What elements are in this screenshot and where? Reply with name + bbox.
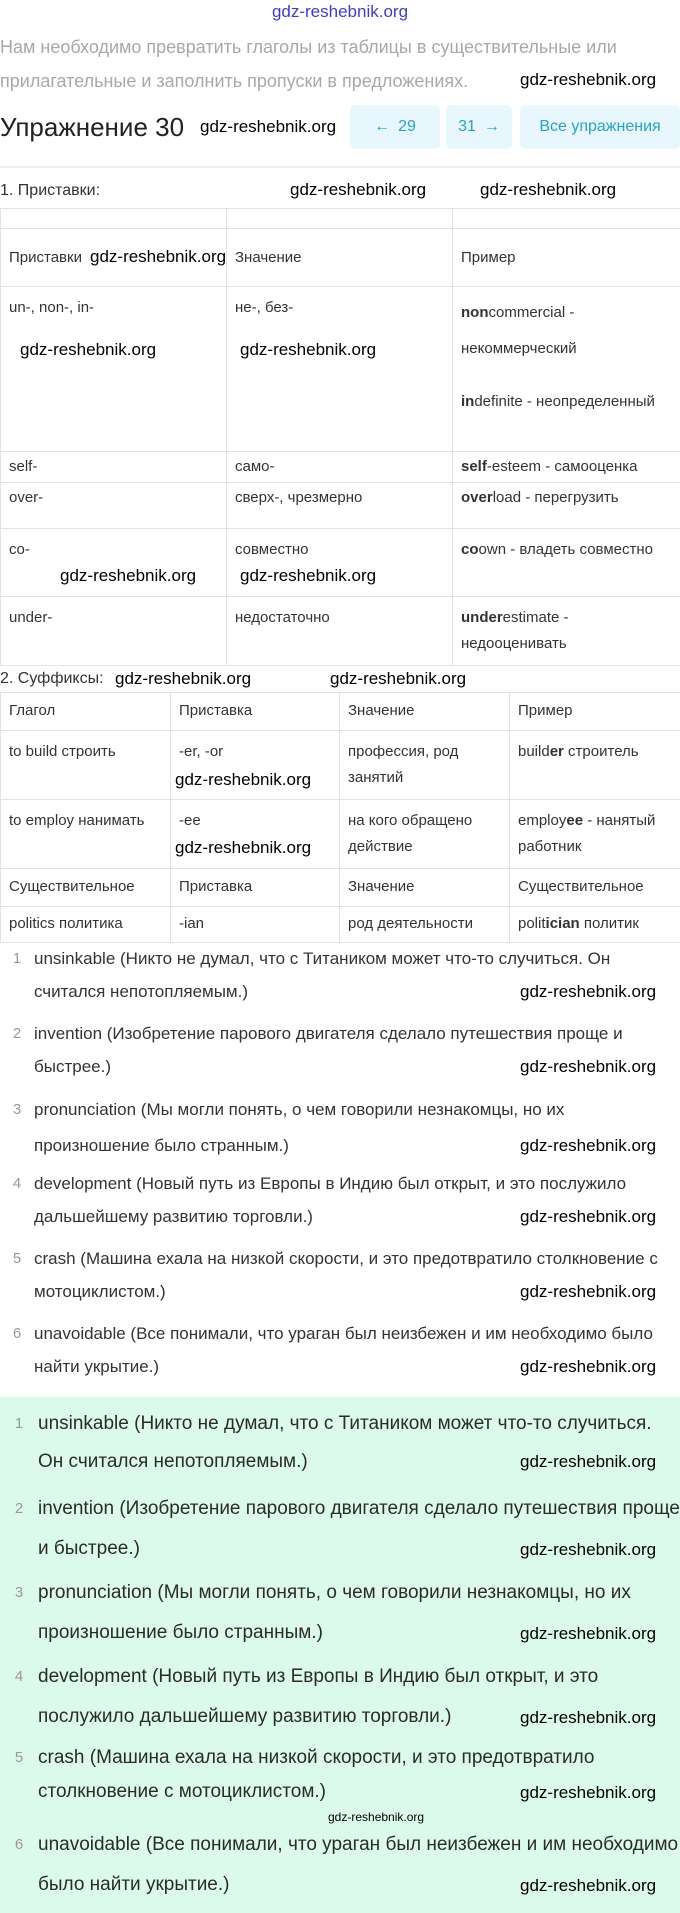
item-text: crash (Машина ехала на низкой скорости, и это предотвратило столкновение с мотоциклистом.) [38, 1747, 595, 1802]
section-suffixes: 2. Суффиксы: [0, 670, 104, 687]
header-cell: Пример [453, 229, 680, 287]
bold-part: er [549, 743, 564, 760]
cell: совместно [227, 529, 453, 597]
header-cell: Значение [227, 229, 453, 287]
item-text: invention (Изобретение парового двигателя сделало путешествия проще и быстрее.) [38, 1498, 680, 1559]
cell [510, 800, 680, 869]
example: -esteem - самооценка [486, 458, 638, 475]
bold-part: in [461, 393, 475, 410]
answers-highlight [0, 1397, 680, 1913]
cell: сверх-, чрезмерно [227, 483, 453, 529]
page-title: Упражнение 30 [0, 112, 185, 142]
cell [453, 597, 680, 666]
all-label: Все упражнения [539, 118, 661, 135]
item-text: pronunciation (Мы могли понять, о чем говорили незнакомцы, но их произношение было странным.) [34, 1100, 565, 1155]
example: commercial - некоммерческий [461, 304, 577, 357]
item-number: 1 [12, 950, 22, 967]
table-row [1, 907, 680, 943]
cell [510, 907, 680, 943]
example: политик [579, 915, 639, 932]
cell [453, 452, 680, 483]
list-item [0, 1657, 680, 1741]
item-number: 5 [12, 1250, 22, 1267]
header-cell: Приставка [171, 869, 340, 907]
table-row [1, 452, 680, 483]
watermark: gdz-reshebnik.org [175, 770, 312, 789]
header-cell: Существительное [1, 869, 171, 907]
watermark: gdz-reshebnik.org [520, 1624, 657, 1643]
cell [453, 483, 680, 529]
list-item [0, 1405, 680, 1489]
watermark: gdz-reshebnik.org [290, 180, 427, 199]
bold-part: self [461, 458, 487, 475]
cell: -er, -or [171, 731, 340, 800]
cell [510, 731, 680, 800]
watermark: gdz-reshebnik.org [200, 117, 337, 136]
watermark: gdz-reshebnik.org [520, 1708, 657, 1727]
example: estimate - недооценивать [461, 609, 569, 652]
header-cell: Значение [340, 869, 510, 907]
table-row [1, 731, 680, 800]
table-row [1, 483, 680, 529]
item-number: 1 [14, 1415, 24, 1432]
example: polit [518, 915, 546, 932]
item-text: unavoidable (Все понимали, что ураган был неизбежен и им необходимо было найти укрытие.) [34, 1324, 653, 1376]
cell: недостаточно [227, 597, 453, 666]
watermark: gdz-reshebnik.org [328, 1810, 425, 1824]
cell: un-, non-, in- [1, 287, 227, 452]
watermark: gdz-reshebnik.org [240, 340, 377, 359]
watermark: gdz-reshebnik.org [520, 1783, 657, 1802]
watermark: gdz-reshebnik.org [90, 247, 227, 266]
cell: не-, без- [227, 287, 453, 452]
watermark: gdz-reshebnik.org [175, 838, 312, 857]
item-text: pronunciation (Мы могли понять, о чем говорили незнакомцы, но их произношение было странным.) [38, 1582, 631, 1643]
prev-label: 29 [398, 118, 416, 135]
list-item [0, 1167, 680, 1242]
list-item [0, 942, 680, 1017]
header-cell: Приставка [171, 693, 340, 731]
cell: профессия, род занятий [340, 731, 510, 800]
cell: to build строить [1, 731, 171, 800]
table-row [1, 800, 680, 869]
cell: to employ нанимать [1, 800, 171, 869]
item-number: 4 [14, 1668, 24, 1685]
watermark: gdz-reshebnik.org [520, 982, 657, 1001]
watermark: gdz-reshebnik.org [330, 669, 467, 688]
item-number: 2 [14, 1500, 24, 1517]
header-cell: Глагол [1, 693, 171, 731]
example: own - владеть совместно [478, 541, 653, 558]
list-item [0, 1489, 680, 1573]
prefixes-table [0, 208, 680, 666]
bold-part: non [461, 304, 489, 321]
example: - нанятый работник [518, 812, 656, 855]
item-number: 4 [12, 1175, 22, 1192]
suffixes-table [0, 692, 680, 943]
header-cell: Значение [340, 693, 510, 731]
bold-part: under [461, 609, 503, 626]
example: load - перегрузить [492, 489, 619, 506]
cell: co- [1, 529, 227, 597]
item-number: 6 [14, 1836, 24, 1853]
cell: на кого обращено действие [340, 800, 510, 869]
header-cell: Приставки [1, 229, 227, 287]
watermark: gdz-reshebnik.org [60, 566, 197, 585]
watermark: gdz-reshebnik.org [520, 1136, 657, 1155]
next-label: 31 [458, 118, 476, 135]
cell: -ee [171, 800, 340, 869]
watermark: gdz-reshebnik.org [20, 340, 157, 359]
item-text: unavoidable (Все понимали, что ураган был неизбежен и им необходимо было найти укрытие.) [38, 1834, 679, 1895]
cell [453, 529, 680, 597]
watermark: gdz-reshebnik.org [115, 669, 252, 688]
example: employ [518, 812, 567, 829]
answers-list [0, 942, 680, 1392]
cell: род деятельности [340, 907, 510, 943]
header-cell: Существительное [510, 869, 680, 907]
item-number: 3 [12, 1101, 22, 1118]
bold-part: ician [545, 915, 580, 932]
header-cell: Пример [510, 693, 680, 731]
item-text: development (Новый путь из Европы в Индию был открыт, и это послужило дальшейшему развитию торговли.) [38, 1666, 599, 1727]
cell: self- [1, 452, 227, 483]
item-number: 2 [12, 1025, 22, 1042]
list-item [0, 1242, 680, 1317]
divider [0, 166, 680, 168]
watermark: gdz-reshebnik.org [520, 1282, 657, 1301]
watermark: gdz-reshebnik.org [520, 1452, 657, 1471]
bold-part: over [461, 489, 493, 506]
cell [453, 287, 680, 452]
example: definite - неопределенный [474, 393, 655, 410]
prev-exercise-button[interactable] [350, 105, 440, 149]
cell: over- [1, 483, 227, 529]
item-text: invention (Изобретение парового двигателя сделало путешествия проще и быстрее.) [34, 1024, 623, 1076]
section-prefixes: 1. Приставки: [0, 182, 101, 199]
item-text: crash (Машина ехала на низкой скорости, и это предотвратило столкновение с мотоциклистом.) [34, 1249, 658, 1301]
cell: само- [227, 452, 453, 483]
item-text: unsinkable (Никто не думал, что с Титаником может что-то случиться. Он считался непотопляемым.) [34, 949, 611, 1001]
example: строитель [563, 743, 639, 760]
cell: politics политика [1, 907, 171, 943]
cell: under- [1, 597, 227, 666]
table-row [1, 287, 680, 452]
list-item [0, 1017, 680, 1092]
item-text: unsinkable (Никто не думал, что с Титаником может что-то случиться. Он считался непотопляемым.) [38, 1413, 652, 1472]
watermark: gdz-reshebnik.org [520, 1357, 657, 1376]
cell: -ian [171, 907, 340, 943]
item-number: 6 [12, 1325, 22, 1342]
bold-part: co [461, 541, 479, 558]
next-exercise-button[interactable] [446, 105, 512, 149]
arrow-left-icon: ← [374, 118, 391, 135]
table-row [1, 529, 680, 597]
list-item [0, 1317, 680, 1392]
watermark: gdz-reshebnik.org [520, 1057, 657, 1076]
watermark-top: gdz-reshebnik.org [271, 2, 409, 21]
task-description: Нам необходимо превратить глаголы из таблицы в существительные или прилагательные и заполнить пропуски в предложениях. [0, 37, 617, 91]
watermark: gdz-reshebnik.org [520, 1876, 657, 1895]
bold-part: ee [566, 812, 584, 829]
answers-list-highlighted [0, 1405, 680, 1905]
watermark: gdz-reshebnik.org [520, 1207, 657, 1226]
all-exercises-button[interactable] [520, 105, 680, 149]
table-subheader [1, 869, 680, 907]
list-item [0, 1573, 680, 1657]
table-header [1, 693, 680, 731]
item-number: 5 [14, 1749, 24, 1766]
watermark: gdz-reshebnik.org [240, 566, 377, 585]
watermark: gdz-reshebnik.org [480, 180, 617, 199]
item-text: development (Новый путь из Европы в Индию был открыт, и это послужило дальшейшему развитию торговли.) [34, 1174, 627, 1226]
watermark: gdz-reshebnik.org [520, 1540, 657, 1559]
watermark: gdz-reshebnik.org [520, 70, 657, 89]
arrow-right-icon: → [483, 118, 500, 135]
example: build [518, 743, 550, 760]
table-row [1, 597, 680, 666]
item-number: 3 [14, 1584, 24, 1601]
